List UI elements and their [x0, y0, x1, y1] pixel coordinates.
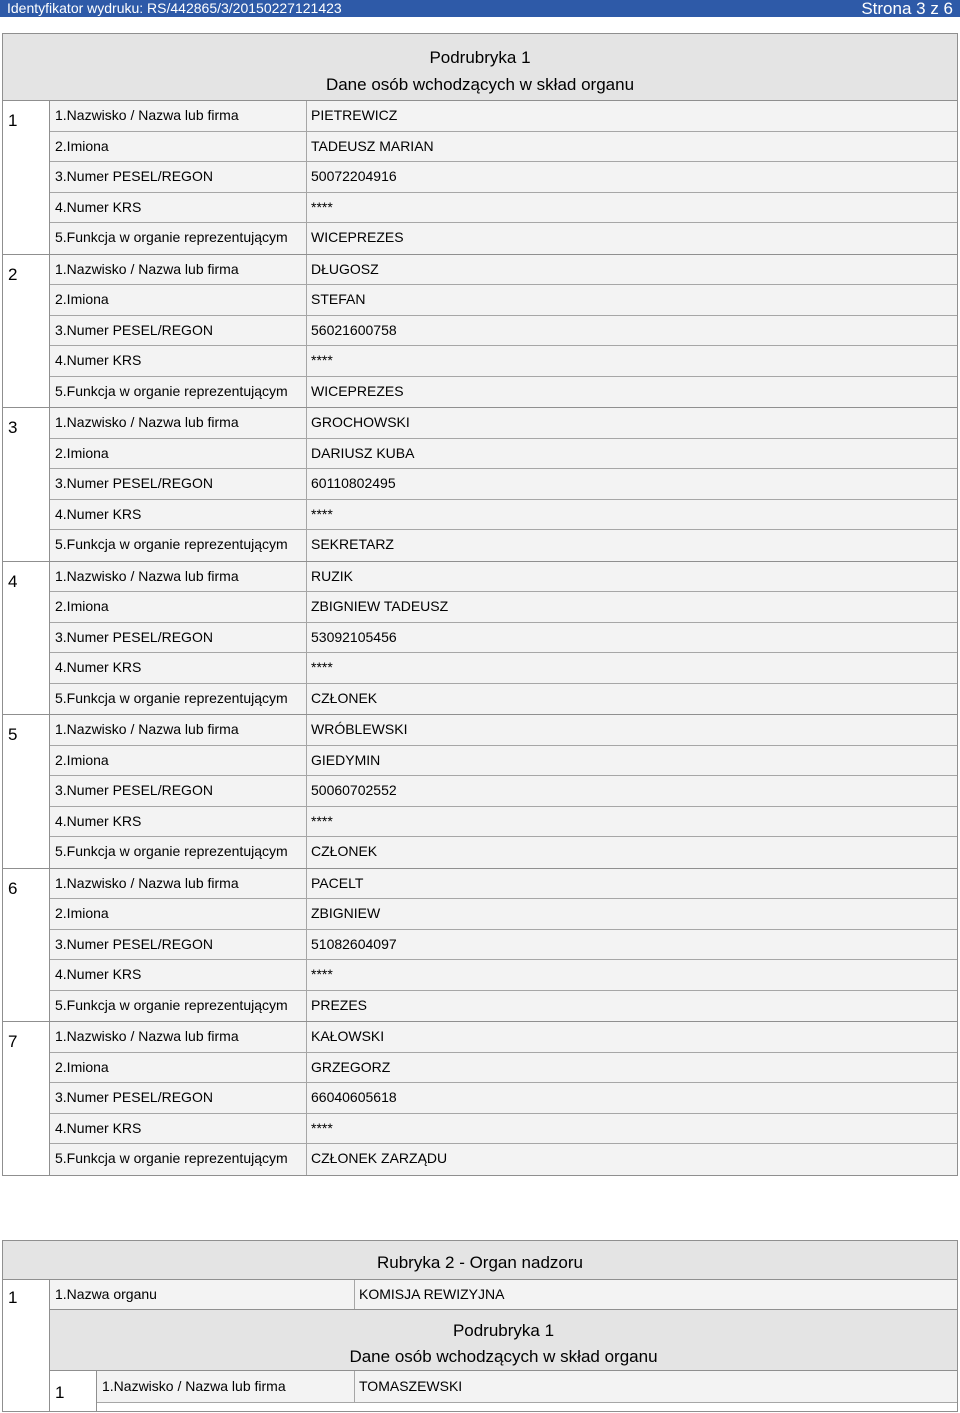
surname-label: 1.Nazwisko / Nazwa lub firma: [50, 101, 307, 131]
field-row: [50, 684, 957, 715]
surname-label: 1.Nazwisko / Nazwa lub firma: [50, 255, 307, 285]
field-row: [50, 592, 957, 623]
surname-label: 1.Nazwisko / Nazwa lub firma: [50, 562, 307, 592]
function-label: 5.Funkcja w organie reprezentującym: [50, 837, 307, 868]
person-fields: [50, 408, 957, 561]
field-row: [50, 837, 957, 868]
field-row: [50, 991, 957, 1022]
person-fields: [50, 101, 957, 254]
person-fields: [50, 1022, 957, 1175]
subsection-header: [50, 1310, 957, 1371]
section-header: [3, 1241, 957, 1280]
given-names-value: STEFAN: [307, 285, 957, 315]
pesel-regon-value: 60110802495: [307, 469, 957, 499]
field-row: [50, 101, 957, 132]
function-label: 5.Funkcja w organie reprezentującym: [50, 223, 307, 254]
field-row: [50, 807, 957, 838]
person-fields: [50, 562, 957, 715]
field-row: [50, 132, 957, 163]
subsection-subtitle: Dane osób wchodzących w skład organu: [349, 1347, 658, 1366]
surname-value: DŁUGOSZ: [307, 255, 957, 285]
krs-number-label: 4.Numer KRS: [50, 193, 307, 223]
function-value: WICEPREZES: [307, 377, 957, 408]
field-row: [50, 377, 957, 408]
person-entry: [3, 715, 957, 869]
field-row: [50, 1114, 957, 1145]
krs-number-value: ****: [307, 653, 957, 683]
entry-number: 1: [3, 1280, 50, 1411]
surname-label: 1.Nazwisko / Nazwa lub firma: [50, 869, 307, 899]
body-name-value: KOMISJA REWIZYJNA: [355, 1280, 957, 1309]
krs-number-label: 4.Numer KRS: [50, 653, 307, 683]
person-number: 6: [3, 869, 50, 1022]
supervisory-body-section: [2, 1240, 958, 1412]
function-label: 5.Funkcja w organie reprezentującym: [50, 684, 307, 715]
surname-label: 1.Nazwisko / Nazwa lub firma: [50, 1022, 307, 1052]
pesel-regon-label: 3.Numer PESEL/REGON: [50, 623, 307, 653]
person-entry: [3, 869, 957, 1023]
person-number: 1: [50, 1371, 97, 1411]
field-row: [50, 193, 957, 224]
field-row: [50, 1144, 957, 1175]
surname-label: 1.Nazwisko / Nazwa lub firma: [50, 715, 307, 745]
function-label: 5.Funkcja w organie reprezentującym: [50, 1144, 307, 1175]
subsection-title: Podrubryka 1: [452, 1321, 555, 1340]
pesel-regon-value: 50072204916: [307, 162, 957, 192]
given-names-value: TADEUSZ MARIAN: [307, 132, 957, 162]
pesel-regon-value: 56021600758: [307, 316, 957, 346]
field-row: [50, 776, 957, 807]
person-number: 2: [3, 255, 50, 408]
given-names-label: 2.Imiona: [50, 1053, 307, 1083]
surname-value: RUZIK: [307, 562, 957, 592]
person-number: 4: [3, 562, 50, 715]
pesel-regon-value: 53092105456: [307, 623, 957, 653]
person-entry: [3, 255, 957, 409]
person-entry: [50, 1371, 957, 1411]
pesel-regon-value: 66040605618: [307, 1083, 957, 1113]
field-row: [50, 316, 957, 347]
krs-number-label: 4.Numer KRS: [50, 807, 307, 837]
person-entry: [3, 408, 957, 562]
field-row: [50, 1280, 957, 1310]
field-row: [50, 530, 957, 561]
pesel-regon-label: 3.Numer PESEL/REGON: [50, 162, 307, 192]
field-row: [50, 899, 957, 930]
surname-value: PACELT: [307, 869, 957, 899]
surname-value: WRÓBLEWSKI: [307, 715, 957, 745]
given-names-value: GRZEGORZ: [307, 1053, 957, 1083]
body-name-label: 1.Nazwa organu: [50, 1280, 355, 1309]
given-names-label: 2.Imiona: [50, 285, 307, 315]
given-names-label: 2.Imiona: [50, 899, 307, 929]
person-number: 1: [3, 101, 50, 254]
pesel-regon-label: 3.Numer PESEL/REGON: [50, 1083, 307, 1113]
krs-number-value: ****: [307, 1114, 957, 1144]
pesel-regon-value: 50060702552: [307, 776, 957, 806]
function-value: CZŁONEK: [307, 684, 957, 715]
person-number: 7: [3, 1022, 50, 1175]
field-row: [50, 715, 957, 746]
field-row: [50, 1022, 957, 1053]
representation-body-section: [2, 33, 958, 1176]
entry-body: [50, 1280, 957, 1411]
section-title: Rubryka 2 - Organ nadzoru: [377, 1253, 583, 1272]
pesel-regon-value: 51082604097: [307, 930, 957, 960]
field-row: [50, 439, 957, 470]
field-row: [50, 285, 957, 316]
given-names-label: 2.Imiona: [50, 439, 307, 469]
given-names-value: ZBIGNIEW: [307, 899, 957, 929]
pesel-regon-label: 3.Numer PESEL/REGON: [50, 776, 307, 806]
field-row: [50, 500, 957, 531]
field-row: [50, 162, 957, 193]
function-value: CZŁONEK: [307, 837, 957, 868]
function-label: 5.Funkcja w organie reprezentującym: [50, 530, 307, 561]
person-fields: [50, 715, 957, 868]
pesel-regon-label: 3.Numer PESEL/REGON: [50, 930, 307, 960]
krs-number-value: ****: [307, 500, 957, 530]
print-header-bar: [0, 0, 960, 17]
field-row: [50, 623, 957, 654]
given-names-value: DARIUSZ KUBA: [307, 439, 957, 469]
field-row: [50, 255, 957, 286]
function-label: 5.Funkcja w organie reprezentującym: [50, 377, 307, 408]
given-names-value: ZBIGNIEW TADEUSZ: [307, 592, 957, 622]
krs-number-value: ****: [307, 807, 957, 837]
subsection-title: Podrubryka 1: [429, 48, 531, 67]
field-row: [50, 960, 957, 991]
person-number: 3: [3, 408, 50, 561]
subsection-subtitle: Dane osób wchodzących w skład organu: [325, 75, 635, 94]
surname-label: 1.Nazwisko / Nazwa lub firma: [97, 1371, 355, 1402]
function-label: 5.Funkcja w organie reprezentującym: [50, 991, 307, 1022]
krs-number-value: ****: [307, 960, 957, 990]
person-entry: [3, 562, 957, 716]
person-entry: [3, 1022, 957, 1175]
field-row: [50, 346, 957, 377]
function-value: WICEPREZES: [307, 223, 957, 254]
field-row: [50, 653, 957, 684]
person-fields: [50, 255, 957, 408]
function-value: SEKRETARZ: [307, 530, 957, 561]
given-names-label: 2.Imiona: [50, 592, 307, 622]
krs-number-value: ****: [307, 346, 957, 376]
pesel-regon-label: 3.Numer PESEL/REGON: [50, 469, 307, 499]
subsection-header: [3, 34, 957, 101]
surname-value: GROCHOWSKI: [307, 408, 957, 438]
field-row: [50, 746, 957, 777]
supervisory-body-entry: [3, 1280, 957, 1411]
krs-number-label: 4.Numer KRS: [50, 1114, 307, 1144]
krs-number-label: 4.Numer KRS: [50, 500, 307, 530]
pesel-regon-label: 3.Numer PESEL/REGON: [50, 316, 307, 346]
field-row: [97, 1371, 957, 1403]
given-names-label: 2.Imiona: [50, 132, 307, 162]
field-row: [50, 869, 957, 900]
print-identifier: Identyfikator wydruku: RS/442865/3/20150227121423: [7, 0, 342, 16]
field-row: [50, 562, 957, 593]
surname-value: KAŁOWSKI: [307, 1022, 957, 1052]
field-row: [50, 469, 957, 500]
surname-value: PIETREWICZ: [307, 101, 957, 131]
field-row: [50, 1053, 957, 1084]
field-row: [50, 930, 957, 961]
field-row: [50, 223, 957, 254]
person-fields: [97, 1371, 957, 1411]
function-value: PREZES: [307, 991, 957, 1022]
surname-value: TOMASZEWSKI: [355, 1371, 957, 1402]
field-row: [50, 408, 957, 439]
given-names-value: GIEDYMIN: [307, 746, 957, 776]
surname-label: 1.Nazwisko / Nazwa lub firma: [50, 408, 307, 438]
page-indicator: Strona 3 z 6: [861, 0, 953, 18]
person-fields: [50, 869, 957, 1022]
krs-number-value: ****: [307, 193, 957, 223]
krs-number-label: 4.Numer KRS: [50, 346, 307, 376]
field-row: [50, 1083, 957, 1114]
person-number: 5: [3, 715, 50, 868]
function-value: CZŁONEK ZARZĄDU: [307, 1144, 957, 1175]
person-entry: [3, 101, 957, 255]
given-names-label: 2.Imiona: [50, 746, 307, 776]
krs-number-label: 4.Numer KRS: [50, 960, 307, 990]
